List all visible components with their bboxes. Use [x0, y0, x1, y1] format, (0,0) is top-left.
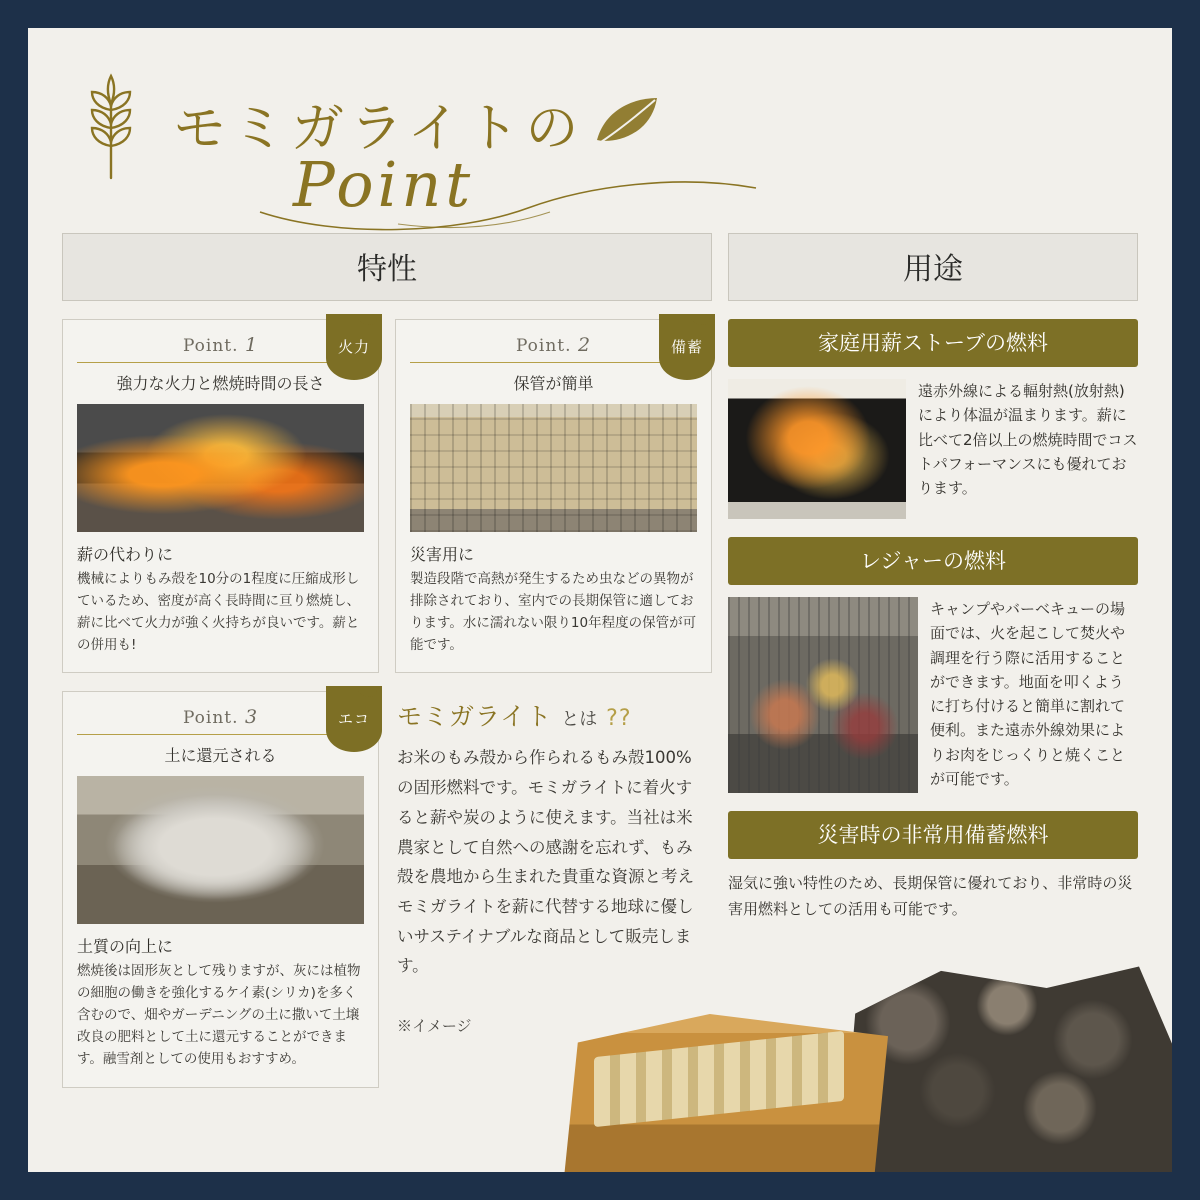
divider-1 [77, 362, 364, 363]
point-number-2: 2 [577, 334, 592, 356]
page-title: モミガライトの [173, 98, 585, 159]
point-number-3: 3 [244, 706, 259, 729]
feature-body-title-3: 土質の向上に [77, 937, 174, 957]
feature-subtitle-1: 強力な火力と燃焼時間の長さ [116, 374, 325, 393]
badge-flame-power [326, 314, 382, 380]
feature-card-2 [395, 319, 712, 673]
feature-subtitle-3: 土に還元される [164, 746, 277, 766]
uses-section-title: 用途 [728, 233, 1138, 301]
badge-label-1: 火力 [337, 338, 370, 356]
use-bar-2: レジャーの燃料 [728, 537, 1138, 585]
point-label-3 [77, 706, 364, 728]
use-text-1: 遠赤外線による輻射熱(放射熱)により体温が温まります。薪に比べて2倍以上の燃焼時間でコストパフォーマンスにも優れております。 [918, 382, 1138, 498]
leaf-icon [593, 90, 663, 150]
about-heading [397, 697, 697, 733]
briquette-pile-photo [842, 958, 1172, 1172]
use-block-2 [728, 597, 1138, 793]
point-label-2 [410, 334, 697, 356]
bottom-artwork [528, 808, 1172, 1172]
stacked-briquettes-photo [410, 404, 697, 532]
feature-subtitle-2: 保管が簡単 [513, 374, 594, 393]
divider-3 [77, 734, 364, 735]
ash-shovel-photo [77, 776, 364, 924]
page-title-script: Point [293, 148, 475, 221]
about-heading-rest: とは [561, 709, 598, 731]
use-bar-1: 家庭用薪ストーブの燃料 [728, 319, 1138, 367]
point-number-1: 1 [244, 334, 259, 356]
badge-stockpile [659, 314, 715, 380]
feature-card-3 [62, 691, 379, 1087]
use-bar-3: 災害時の非常用備蓄燃料 [728, 811, 1138, 859]
use-text-2: キャンプやバーベキューの場面では、火を起こして焚火や調理を行う際に活用することができます。地面を叩くように打ち付けると簡単に割れて便利。また遠赤外線効果によりお肉をじっくりと焼くことが可能です。 [930, 600, 1126, 789]
feature-body-title-1: 薪の代わりに [77, 545, 174, 564]
features-section-title: 特性 [62, 233, 712, 301]
feature-cards-row [62, 319, 712, 673]
feature-body-title-2: 災害用に [410, 545, 475, 564]
fire-briquettes-photo [77, 404, 364, 532]
point-prefix-3: Point. [182, 708, 239, 729]
point-prefix-2: Point. [515, 336, 572, 356]
wheat-icon [76, 70, 146, 180]
feature-body-text-3: 燃焼後は固形灰として残りますが、灰には植物の細胞の働きを強化するケイ素(シリカ)を多く含むので、畑やガーデニングの土に撒いて土壌改良の肥料として土に還元することができます。融雪剤としての使用もおすすめ。 [77, 963, 361, 1067]
badge-label-2: 備蓄 [670, 338, 703, 356]
poster-header [28, 28, 1172, 233]
about-brand: モミガライト [397, 702, 553, 732]
bbq-grill-photo [728, 597, 918, 793]
about-heading-question: ?? [606, 706, 632, 732]
feature-card-1 [62, 319, 379, 673]
use-text-3: 湿気に強い特性のため、長期保管に優れており、非常時の災害用燃料としての活用も可能です。 [728, 874, 1133, 918]
badge-label-3: エコ [337, 710, 370, 729]
point-label-1 [77, 334, 364, 356]
feature-body-text-2: 製造段階で高熱が発生するため虫などの異物が排除されており、室内での長期保管に適しております。水に濡れない限り10年程度の保管が可能です。 [410, 571, 697, 653]
about-body-text: お米のもみ殻から作られるもみ殻100%の固形燃料です。モミガライトに着火すると薪や炭のように使えます。当社は米農家として自然への感謝を忘れず、もみ殻を農地から生まれた貴重な資源と考えモミガライトを薪に代替する地球に優しいサステイナブルな商品として販売します。 [397, 748, 694, 976]
decorative-swirl [258, 168, 758, 238]
image-note: ※イメージ [397, 1016, 472, 1035]
use-block-1 [728, 379, 1138, 519]
poster-page [28, 28, 1172, 1172]
feature-body-text-1: 機械によりもみ殻を10分の1程度に圧縮成形しているため、密度が高く長時間に亘り燃焼し、薪に比べて火力が強く火持ちが良いです。薪との併用も! [77, 571, 360, 653]
point-prefix-1: Point. [182, 336, 239, 356]
divider-2 [410, 362, 697, 363]
wood-stove-photo [728, 379, 906, 519]
badge-eco [326, 686, 382, 752]
